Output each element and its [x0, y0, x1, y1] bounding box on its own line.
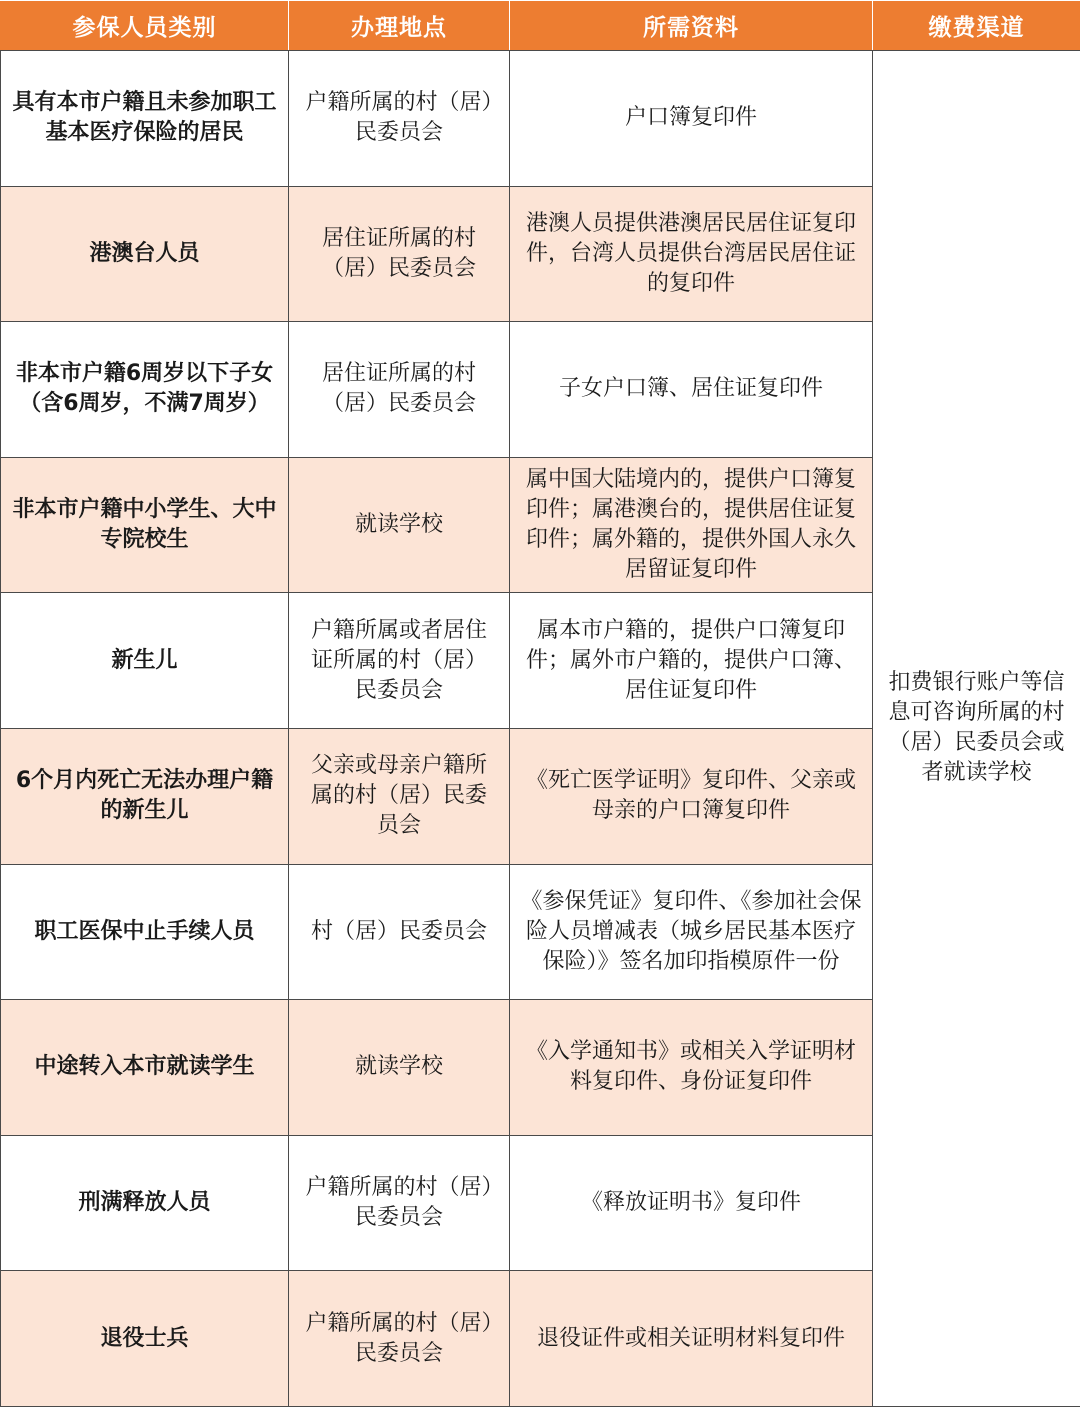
cell-category: 职工医保中止手续人员	[1, 864, 289, 1000]
cell-location: 户籍所属或者居住证所属的村（居）民委员会	[289, 593, 510, 729]
cell-location: 就读学校	[289, 457, 510, 593]
header-category: 参保人员类别	[1, 1, 289, 51]
cell-documents: 户口簿复印件	[510, 51, 873, 187]
cell-location: 居住证所属的村（居）民委员会	[289, 322, 510, 458]
table-row	[1, 51, 1080, 187]
cell-location: 户籍所属的村（居）民委员会	[289, 51, 510, 187]
table-header-row	[1, 1, 1080, 51]
cell-category: 港澳台人员	[1, 186, 289, 322]
cell-location: 就读学校	[289, 1000, 510, 1136]
header-location: 办理地点	[289, 1, 510, 51]
cell-documents: 属中国大陆境内的，提供户口簿复印件；属港澳台的，提供居住证复印件；属外籍的，提供外国人永久居留证复印件	[510, 457, 873, 593]
cell-location: 户籍所属的村（居）民委员会	[289, 1135, 510, 1271]
cell-documents: 港澳人员提供港澳居民居住证复印件，台湾人员提供台湾居民居住证的复印件	[510, 186, 873, 322]
cell-location: 村（居）民委员会	[289, 864, 510, 1000]
cell-location: 父亲或母亲户籍所属的村（居）民委员会	[289, 728, 510, 864]
cell-category: 6个月内死亡无法办理户籍的新生儿	[1, 728, 289, 864]
cell-category: 新生儿	[1, 593, 289, 729]
cell-documents: 子女户口簿、居住证复印件	[510, 322, 873, 458]
cell-category: 中途转入本市就读学生	[1, 1000, 289, 1136]
cell-category: 非本市户籍6周岁以下子女（含6周岁，不满7周岁）	[1, 322, 289, 458]
cell-category: 非本市户籍中小学生、大中专院校生	[1, 457, 289, 593]
header-documents: 所需资料	[510, 1, 873, 51]
cell-documents: 属本市户籍的，提供户口簿复印件；属外市户籍的，提供户口簿、居住证复印件	[510, 593, 873, 729]
cell-documents: 《死亡医学证明》复印件、父亲或母亲的户口簿复印件	[510, 728, 873, 864]
cell-category: 退役士兵	[1, 1271, 289, 1407]
cell-documents: 《释放证明书》复印件	[510, 1135, 873, 1271]
header-channel: 缴费渠道	[873, 1, 1080, 51]
cell-location: 居住证所属的村（居）民委员会	[289, 186, 510, 322]
cell-category: 具有本市户籍且未参加职工基本医疗保险的居民	[1, 51, 289, 187]
cell-documents: 《参保凭证》复印件、《参加社会保险人员增减表（城乡居民基本医疗保险）》签名加印指模原件一份	[510, 864, 873, 1000]
cell-channel: 扣费银行账户等信息可咨询所属的村（居）民委员会或者就读学校	[873, 51, 1080, 1407]
cell-documents: 《入学通知书》或相关入学证明材料复印件、身份证复印件	[510, 1000, 873, 1136]
cell-location: 户籍所属的村（居）民委员会	[289, 1271, 510, 1407]
cell-documents: 退役证件或相关证明材料复印件	[510, 1271, 873, 1407]
cell-category: 刑满释放人员	[1, 1135, 289, 1271]
